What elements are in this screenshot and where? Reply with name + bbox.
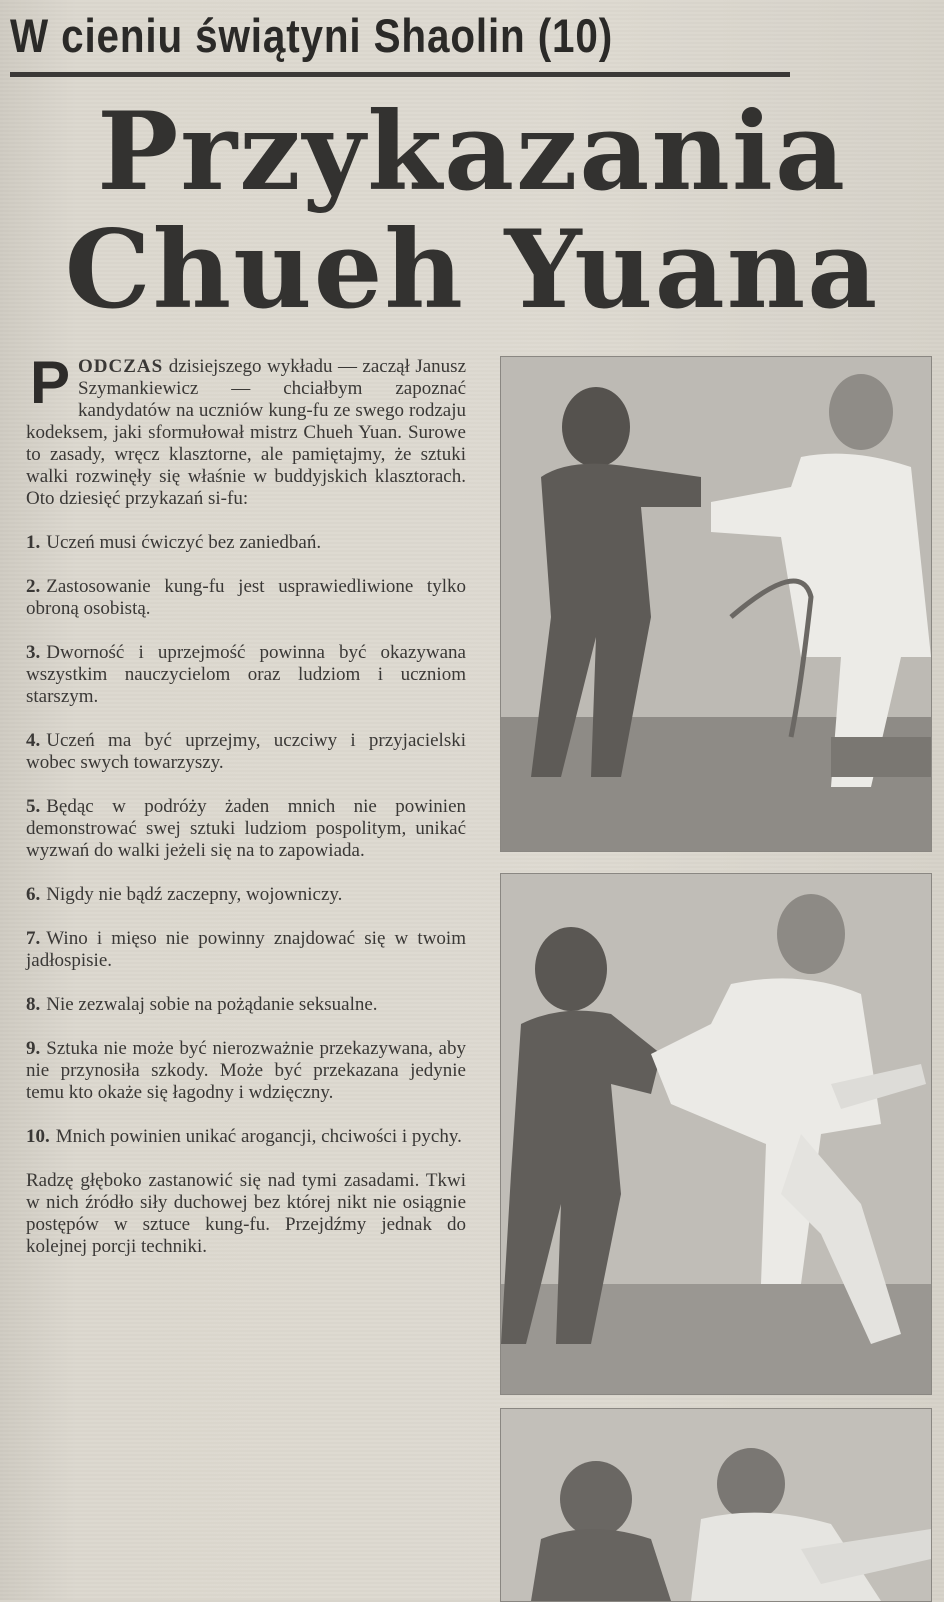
rule-text: Nigdy nie bądź zaczepny, wojowniczy. — [46, 884, 343, 905]
rule-text: Będąc w podróży żaden mnich nie powinien demonstrować swej sztuki ludziom pospolitym, unikać wyzwań do walki jeżeli się na to zapowiada. — [26, 796, 466, 861]
rule-text: Dworność i uprzejmość powinna być okazywana wszystkim nauczycielom oraz ludziom i uczniom starszym. — [26, 642, 466, 707]
rule-number: 2. — [26, 576, 41, 597]
rule-number: 1. — [26, 532, 41, 553]
rule-number: 7. — [26, 928, 41, 949]
rule-item — [26, 576, 466, 620]
rule-text: Mnich powinien unikać arogancji, chciwości i pychy. — [55, 1126, 462, 1147]
series-title: W cieniu świątyni Shaolin (10) — [10, 9, 614, 62]
rule-number: 6. — [26, 884, 41, 905]
rule-text: Uczeń musi ćwiczyć bez zaniedbań. — [46, 532, 322, 553]
photo-sparring-2 — [500, 873, 932, 1395]
rule-item — [26, 796, 466, 862]
photo-sparring-2-image — [501, 874, 931, 1394]
rule-item — [26, 642, 466, 708]
headline-line-1: Przykazania — [97, 89, 847, 215]
rule-text: Uczeń ma być uprzejmy, uczciwy i przyjacielski wobec swych towarzyszy. — [26, 730, 466, 773]
photo-sparring-1 — [500, 356, 932, 852]
rule-number: 3. — [26, 642, 41, 663]
rule-number: 4. — [26, 730, 41, 751]
rule-text: Nie zezwalaj sobie na pożądanie seksualne. — [46, 994, 378, 1015]
rule-text: Zastosowanie kung-fu jest usprawiedliwione tylko obroną osobistą. — [26, 576, 466, 619]
rule-text: Wino i mięso nie powinny znajdować się w twoim jadłospisie. — [26, 928, 466, 971]
photo-sparring-3-image — [501, 1409, 931, 1601]
rule-item — [26, 1126, 466, 1148]
rule-text: Sztuka nie może być nierozważnie przekazywana, aby nie przynosiła szkody. Może być przekazana jedynie temu kto okaże się łagodny i wdzięczny. — [26, 1038, 466, 1103]
rule-number: 9. — [26, 1038, 41, 1059]
rule-item — [26, 994, 466, 1016]
title-underline — [10, 72, 790, 77]
rule-item — [26, 730, 466, 774]
lead-paragraph — [26, 349, 467, 510]
article-column — [26, 349, 467, 1258]
lead-opening-word: ODCZAS — [78, 356, 164, 377]
rules-list — [26, 532, 466, 1148]
rule-item — [26, 1038, 466, 1104]
photo-sparring-3 — [500, 1408, 932, 1602]
closing-paragraph: Radzę głęboko zastanowić się nad tymi zasadami. Tkwi w nich źródło siły duchowej bez której nikt nie osiągnie postępów w sztuce kung-fu. Przejdźmy jednak do kolejnej porcji techniki. — [26, 1170, 466, 1257]
headline-line-2: Chueh Yuana — [64, 207, 880, 333]
rule-item — [26, 884, 466, 906]
rule-number: 10. — [26, 1126, 50, 1147]
drop-cap: P — [30, 349, 71, 416]
lead-text: dzisiejszego wykładu — zaczął Janusz Szymankiewicz — chciałbym zapoznać kandydatów na uczniów kung-fu ze swego rodzaju kodeksem, jaki sformułował mistrz Chueh Yuan. Surowe to zasady, wręcz klasztorne, ale pamiętajmy, że sztuki walki rozwinęły się właśnie w buddyjskich klasztorach. Oto dziesięć przykazań si-fu: — [26, 356, 467, 509]
rule-item — [26, 532, 466, 554]
photo-sparring-1-image — [501, 357, 931, 851]
rule-number: 8. — [26, 994, 41, 1015]
rule-item — [26, 928, 466, 972]
rule-number: 5. — [26, 796, 41, 817]
